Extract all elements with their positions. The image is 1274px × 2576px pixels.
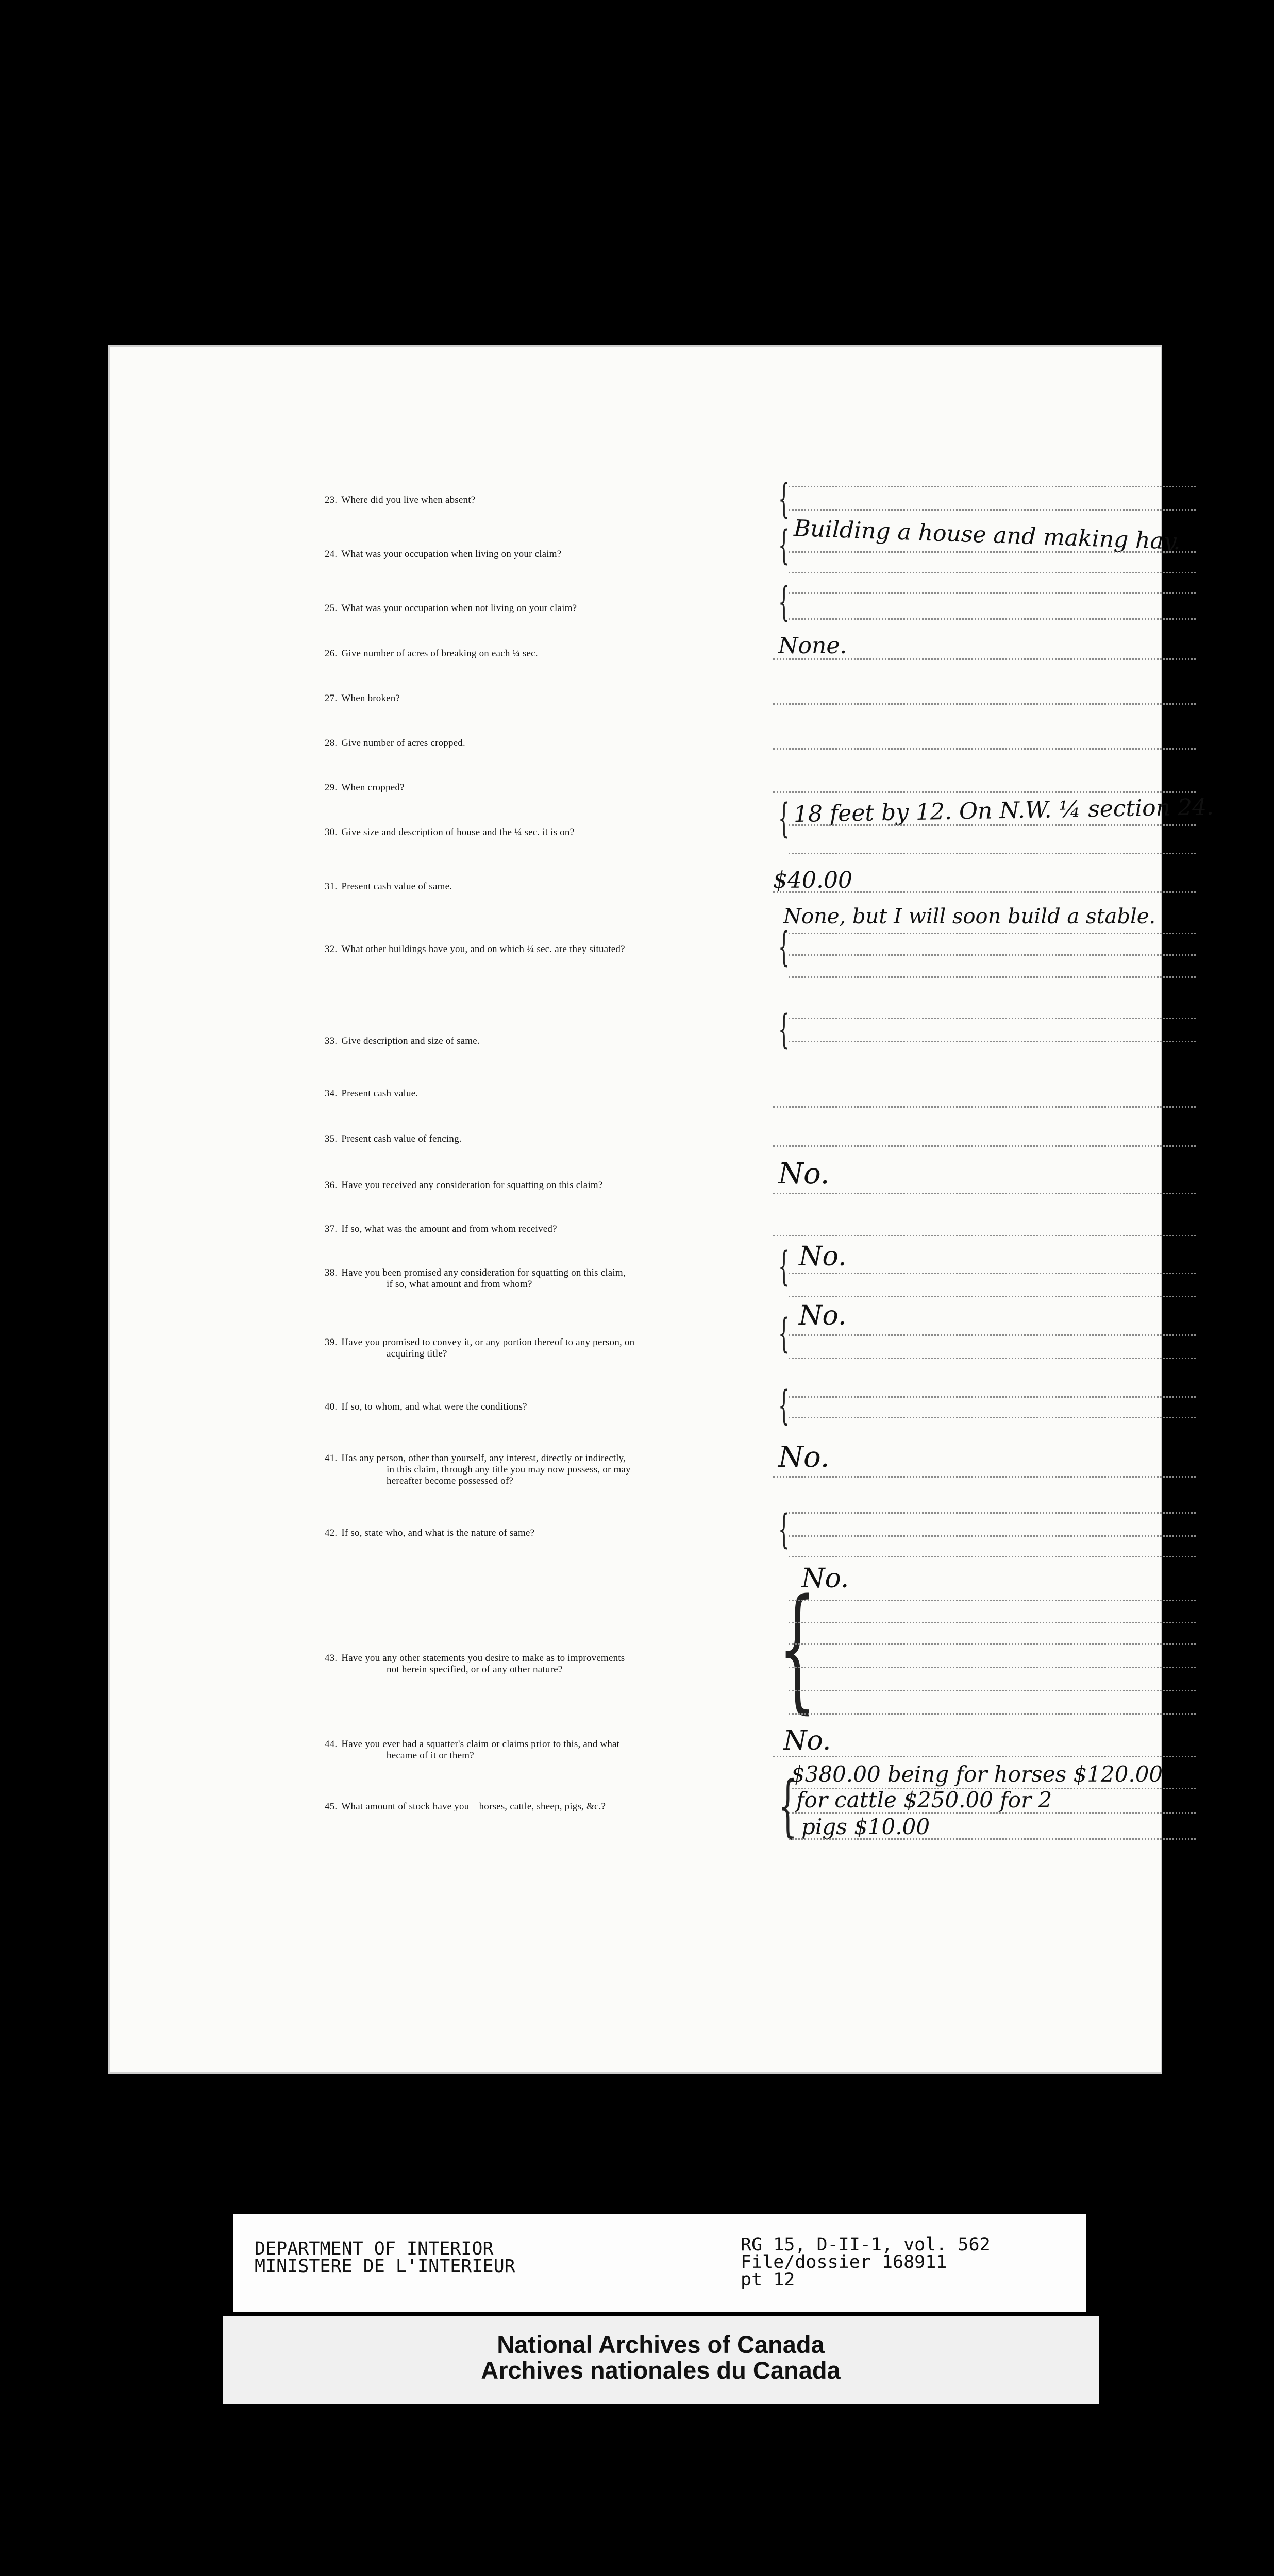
brace: { bbox=[778, 579, 790, 625]
answer-q26: None. bbox=[778, 633, 847, 659]
question-23: 23. Where did you live when absent? bbox=[325, 495, 476, 505]
answer-q38: No. bbox=[799, 1241, 847, 1272]
answer-line bbox=[773, 748, 1196, 750]
answer-line bbox=[773, 658, 1196, 660]
answer-q30: 18 feet by 12. On N.W. ¼ section 24. bbox=[793, 793, 1214, 828]
answer-q44: No. bbox=[783, 1725, 831, 1756]
answer-line bbox=[773, 1756, 1196, 1757]
question-44: 44. Have you ever had a squatter's claim or claims prior to this, and what became of it or them? bbox=[325, 1739, 620, 1761]
question-31: 31. Present cash value of same. bbox=[325, 881, 452, 892]
answer-line bbox=[773, 1106, 1196, 1108]
answer-line bbox=[789, 1273, 1196, 1274]
answer-line bbox=[789, 572, 1196, 573]
brace: { bbox=[778, 1311, 790, 1357]
question-25: 25. What was your occupation when not living on your claim? bbox=[325, 603, 577, 614]
brace: { bbox=[778, 1571, 817, 1726]
answer-line bbox=[789, 1812, 1196, 1814]
form-page bbox=[108, 345, 1214, 2074]
reference-file: File/dossier 168911 bbox=[741, 2252, 947, 2273]
department-en: DEPARTMENT OF INTERIOR bbox=[255, 2239, 494, 2259]
archive-reference-label bbox=[233, 2214, 1086, 2312]
answer-q45-line3: pigs $10.00 bbox=[801, 1814, 930, 1839]
answer-line bbox=[789, 1041, 1196, 1042]
answer-line bbox=[789, 1690, 1196, 1691]
answer-line bbox=[789, 551, 1196, 553]
question-40: 40. If so, to whom, and what were the conditions? bbox=[325, 1401, 527, 1412]
answer-line bbox=[789, 824, 1196, 826]
brace: { bbox=[778, 1506, 790, 1553]
answer-line bbox=[789, 618, 1196, 620]
brace: { bbox=[778, 1767, 798, 1845]
brace: { bbox=[778, 1383, 790, 1429]
brace: { bbox=[778, 924, 790, 971]
answer-q31: $40.00 bbox=[773, 867, 852, 893]
brace: { bbox=[778, 522, 790, 569]
brace: { bbox=[778, 476, 790, 522]
question-30: 30. Give size and description of house and the ¼ sec. it is on? bbox=[325, 827, 575, 838]
answer-line bbox=[789, 1713, 1196, 1715]
answer-line bbox=[789, 933, 1196, 934]
answer-line bbox=[789, 1018, 1196, 1019]
answer-q43: No. bbox=[801, 1563, 849, 1594]
answer-line bbox=[789, 1396, 1196, 1398]
answer-line bbox=[789, 1556, 1196, 1557]
banner-english: National Archives of Canada bbox=[497, 2331, 825, 2358]
answer-line bbox=[773, 891, 1196, 893]
question-35: 35. Present cash value of fencing. bbox=[325, 1133, 462, 1144]
question-42: 42. If so, state who, and what is the nature of same? bbox=[325, 1528, 535, 1538]
answer-line bbox=[789, 1838, 1196, 1840]
department-fr: MINISTERE DE L'INTERIEUR bbox=[255, 2256, 515, 2277]
answer-q32: None, but I will soon build a stable. bbox=[783, 905, 1156, 928]
question-26: 26. Give number of acres of breaking on each ¼ sec. bbox=[325, 648, 538, 659]
answer-line bbox=[789, 1512, 1196, 1514]
answer-line bbox=[789, 954, 1196, 956]
question-24: 24. What was your occupation when living on your claim? bbox=[325, 549, 562, 560]
question-43: 43. Have you any other statements you desire to make as to improvements not herein specified, or of any other nature? bbox=[325, 1653, 625, 1675]
question-37: 37. If so, what was the amount and from whom received? bbox=[325, 1224, 557, 1234]
answer-q24: Building a house and making hay. bbox=[793, 515, 1181, 555]
question-28: 28. Give number of acres cropped. bbox=[325, 738, 465, 749]
answer-line bbox=[789, 1667, 1196, 1668]
answer-line bbox=[789, 1535, 1196, 1537]
question-45: 45. What amount of stock have you—horses, cattle, sheep, pigs, &c.? bbox=[325, 1801, 606, 1812]
answer-q45-line1: $380.00 being for horses $120.00 bbox=[791, 1761, 1163, 1787]
answer-line bbox=[789, 1643, 1196, 1645]
question-41: 41. Has any person, other than yourself, any interest, directly or indirectly, in this claim, through any title you may now possess, or may hereafter become possessed of? bbox=[325, 1453, 631, 1486]
answer-q45-line2: for cattle $250.00 for 2 bbox=[796, 1787, 1052, 1812]
answer-line bbox=[773, 1235, 1196, 1236]
question-36: 36. Have you received any consideration for squatting on this claim? bbox=[325, 1180, 603, 1191]
answer-line bbox=[789, 1788, 1196, 1789]
question-32: 32. What other buildings have you, and on which ¼ sec. are they situated? bbox=[325, 944, 625, 955]
brace: { bbox=[778, 795, 790, 842]
answer-line bbox=[789, 592, 1196, 594]
answer-line bbox=[789, 1622, 1196, 1623]
answer-line bbox=[789, 509, 1196, 511]
answer-q39: No. bbox=[799, 1300, 847, 1331]
answer-line bbox=[789, 1358, 1196, 1359]
answer-line bbox=[773, 703, 1196, 705]
answer-line bbox=[789, 976, 1196, 978]
reference-volume: RG 15, D-II-1, vol. 562 bbox=[741, 2234, 991, 2255]
question-33: 33. Give description and size of same. bbox=[325, 1036, 480, 1046]
answer-line bbox=[789, 1417, 1196, 1418]
answer-line bbox=[773, 1145, 1196, 1147]
question-34: 34. Present cash value. bbox=[325, 1088, 418, 1099]
brace: { bbox=[778, 1007, 790, 1053]
reference-part: pt 12 bbox=[741, 2269, 795, 2290]
answer-q36: No. bbox=[778, 1157, 830, 1191]
question-29: 29. When cropped? bbox=[325, 782, 405, 793]
answer-line bbox=[789, 853, 1196, 854]
answer-line bbox=[789, 486, 1196, 487]
answer-line bbox=[789, 1296, 1196, 1297]
answer-q41: No. bbox=[778, 1440, 830, 1474]
answer-line bbox=[789, 1600, 1196, 1601]
answer-line bbox=[773, 1476, 1196, 1478]
question-38: 38. Have you been promised any consideration for squatting on this claim, if so, what amount and from whom? bbox=[325, 1267, 626, 1290]
question-39: 39. Have you promised to convey it, or any portion thereof to any person, on acquiring title? bbox=[325, 1337, 635, 1359]
question-27: 27. When broken? bbox=[325, 693, 400, 704]
banner-french: Archives nationales du Canada bbox=[481, 2357, 841, 2384]
answer-line bbox=[773, 1193, 1196, 1194]
answer-line bbox=[789, 1334, 1196, 1336]
brace: { bbox=[778, 1244, 790, 1290]
answer-line bbox=[773, 791, 1196, 793]
archives-banner bbox=[223, 2316, 1099, 2404]
